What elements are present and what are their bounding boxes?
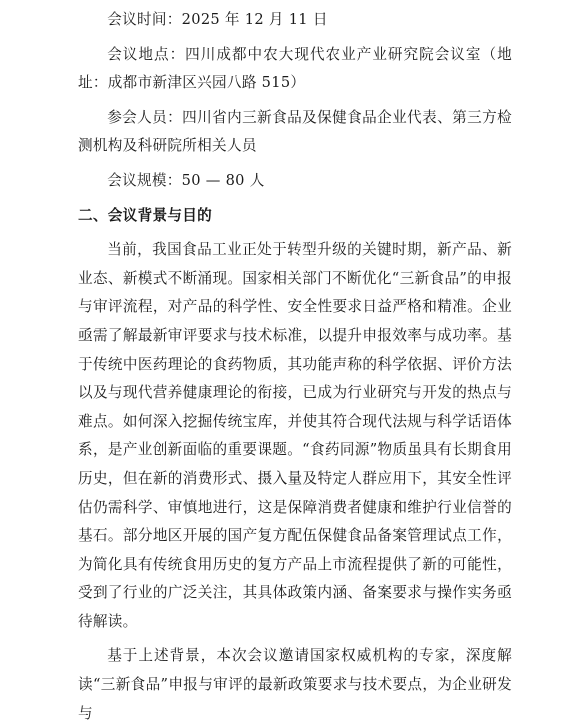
- meeting-time: 会议时间：2025 年 12 月 11 日: [107, 11, 328, 28]
- section-heading: 二、会议背景与目的: [78, 206, 213, 224]
- background-paragraph: 当前，我国食品工业正处于转型升级的关键时期，新产品、新业态、新模式不断涌现。国家相关部门不断优化“三新食品”的申报与审评流程，对产品的科学性、安全性要求日益严格和精准。企业亟需了解最新审评要求与技术标准，以提升申报效率与成功率。基于传统中医药理论的食药物质，其功能声称的科学依据、评价方法以及与现代营养健康理论的衔接，已成为行业研究与开发的热点与难点。如何深入挖掘传统宝库，并使其符合现代法规与科学话语体系，是产业创新面临的重要课题。“食药同源”物质虽具有长期食用历史，但在新的消费形式、摄入量及特定人群应用下，其安全性评估仍需科学、审慎地进行，这是保障消费者健康和维护行业信誉的基石。部分地区开展的国产复方配伍保健食品备案管理试点工作，为简化具有传统食用历史的复方产品上市流程提供了新的可能性，受到了行业的广泛关注，其具体政策内涵、备案要求与操作实务亟待解读。: [78, 241, 512, 630]
- meeting-scale: 会议规模：50 — 80 人: [107, 171, 265, 189]
- meeting-location: 会议地点：四川成都中农大现代农业产业研究院会议室（地址：成都市新津区兴园八路 515）: [78, 45, 512, 92]
- meeting-attendees: 参会人员：四川省内三新食品及保健食品企业代表、第三方检测机构及科研院所相关人员: [78, 108, 512, 155]
- purpose-paragraph: 基于上述背景，本次会议邀请国家权威机构的专家，深度解读“三新食品”申报与审评的最新政策要求与技术要点，为企业研发与: [78, 647, 512, 722]
